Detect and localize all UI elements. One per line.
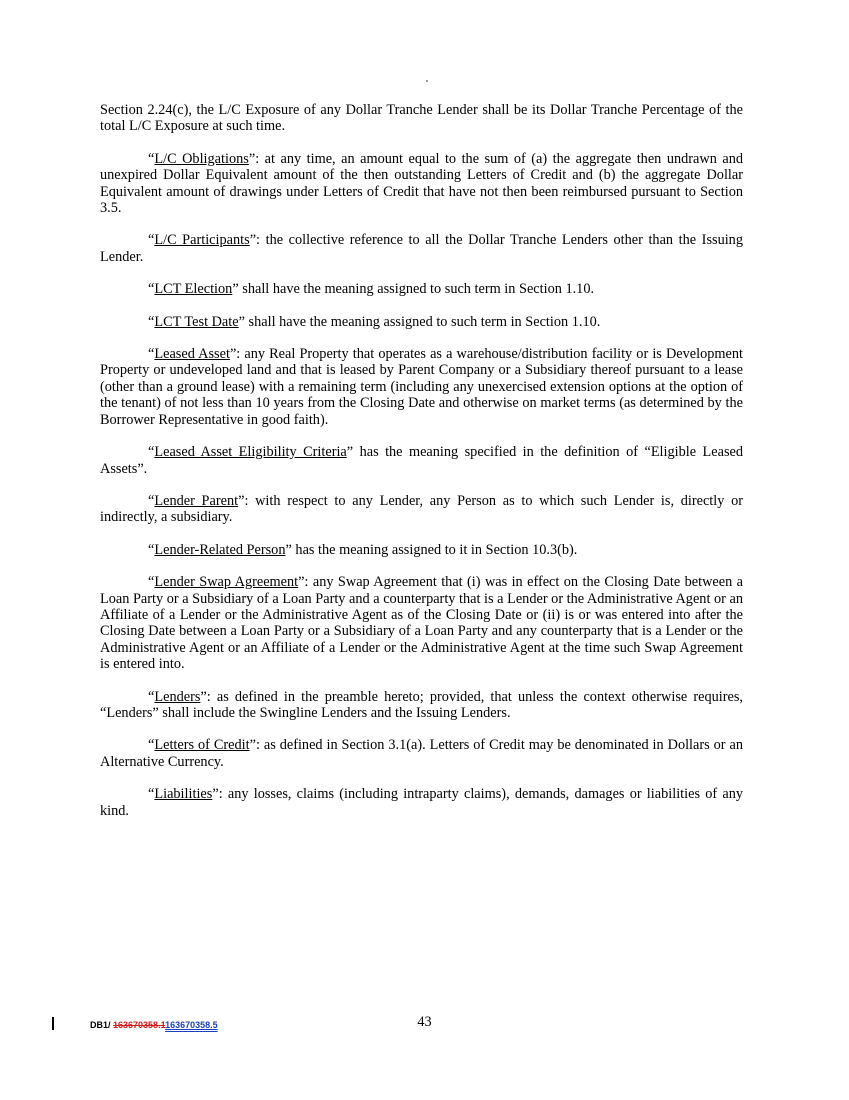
definition-text: : any losses, claims (including intraparty claims), demands, damages or liabilities of any kind. (100, 786, 743, 819)
defined-term: Lender-Related Person (154, 541, 286, 558)
defined-term: Leased Asset (154, 346, 230, 363)
definition-text: : with respect to any Lender, any Person as to which such Lender is, directly or indirectly, a subsidiary. (100, 492, 743, 526)
definition-paragraph: “Letters of Credit”: as defined in Section 3.1(a). Letters of Credit may be denominated in Dollars or an Alternative Currency. (100, 737, 743, 770)
page-number: 43 (417, 1014, 432, 1030)
definition-text: : at any time, an amount equal to the sum of (a) the aggregate then undrawn and unexpired Dollar Equivalent amount of the then outstanding Letters of Credit and (b) the aggregate Dollar Equivalent amount of drawings under Letters of Credit that have not then been reimbursed pursuant to Section 3.5. (100, 150, 743, 217)
definition-paragraph: “LCT Test Date” shall have the meaning assigned to such term in Section 1.10. (148, 313, 601, 330)
stray-mark (426, 80, 428, 82)
definition-paragraph: “Lender Parent”: with respect to any Lender, any Person as to which such Lender is, directly or indirectly, a subsidiary. (100, 492, 743, 526)
doc-id-prefix: DB1/ (90, 1020, 114, 1030)
definition-paragraph: “Leased Asset Eligibility Criteria” has the meaning specified in the definition of “Eligible Leased Assets”. (100, 444, 743, 477)
definition-paragraph (100, 102, 743, 135)
definition-paragraph: “L/C Participants”: the collective reference to all the Dollar Tranche Lenders other than the Issuing Lender. (100, 232, 743, 265)
definition-text: : as defined in Section 3.1(a). Letters of Credit may be denominated in Dollars or an Alternative Currency. (100, 737, 743, 770)
definition-text: has the meaning assigned to it in Section 10.3(b). (291, 541, 578, 558)
definition-text: : any Swap Agreement that (i) was in effect on the Closing Date between a Loan Party or a Subsidiary of a Loan Party and a counterparty that is a Lender or the Administrative Agent or an Affiliate of a Lender or the Administrative Agent as of the Closing Date or (ii) is or was entered into after the Closing Date between a Loan Party or a Subsidiary of a Loan Party and any counterparty that is a Lender or the Administrative Agent or an Affiliate of a Lender or the Administrative Agent at the time such Swap Agreement is entered into. (100, 574, 743, 673)
defined-term: L/C Participants (154, 232, 250, 249)
doc-id-inserted: 163670358.5 (165, 1020, 218, 1030)
defined-term: Lenders (154, 688, 201, 705)
document-body (100, 102, 743, 835)
definition-text: shall have the meaning assigned to such term in Section 1.10. (244, 313, 601, 330)
definition-paragraph: “L/C Obligations”: at any time, an amount equal to the sum of (a) the aggregate then undrawn and unexpired Dollar Equivalent amount of the then outstanding Letters of Credit and (b) the aggregate Dollar Equivalent amount of drawings under Letters of Credit that have not then been reimbursed pursuant to Section 3.5. (100, 150, 743, 217)
defined-term: LCT Test Date (154, 313, 239, 330)
definition-text: : any Real Property that operates as a warehouse/distribution facility or is Development Property or undeveloped land and that is leased by Parent Company or a Subsidiary thereof pursuant to a lease (other than a ground lease) with a remaining term (including any unexercised extension options at the option of the tenant) of not less than 10 years from the Closing Date and otherwise on market terms (as determined by the Borrower Representative in good faith). (100, 346, 743, 428)
defined-term: Letters of Credit (154, 737, 250, 754)
definition-text: shall have the meaning assigned to such term in Section 1.10. (238, 281, 595, 298)
definition-text: : as defined in the preamble hereto; provided, that unless the context otherwise requires, “Lenders” shall include the Swingline Lenders and the Issuing Lenders. (100, 688, 743, 721)
definition-paragraph: “Leased Asset”: any Real Property that operates as a warehouse/distribution facility or is Development Property or undeveloped land and that is leased by Parent Company or a Subsidiary thereof pursuant to a lease (other than a ground lease) with a remaining term (including any unexercised extension options at the option of the tenant) of not less than 10 years from the Closing Date and otherwise on market terms (as determined by the Borrower Representative in good faith). (100, 346, 743, 428)
definition-text: has the meaning specified in the definition of “Eligible Leased Assets”. (100, 444, 743, 477)
defined-term: LCT Election (154, 281, 233, 298)
defined-term: Leased Asset Eligibility Criteria (154, 444, 347, 461)
defined-term: Liabilities (154, 786, 213, 803)
definition-paragraph: “LCT Election” shall have the meaning assigned to such term in Section 1.10. (148, 281, 595, 298)
definition-paragraph: “Liabilities”: any losses, claims (including intraparty claims), demands, damages or liabilities of any kind. (100, 786, 743, 819)
definition-text: Section 2.24(c), the L/C Exposure of any Dollar Tranche Lender shall be its Dollar Tranche Percentage of the total L/C Exposure at such time. (100, 102, 743, 135)
doc-id-deleted: 163670358.1 (113, 1020, 166, 1030)
definition-paragraph: “Lender-Related Person” has the meaning assigned to it in Section 10.3(b). (148, 541, 578, 558)
defined-term: Lender Swap Agreement (154, 574, 299, 591)
definition-paragraph: “Lenders”: as defined in the preamble hereto; provided, that unless the context otherwise requires, “Lenders” shall include the Swingline Lenders and the Issuing Lenders. (100, 688, 743, 721)
definition-text: : the collective reference to all the Dollar Tranche Lenders other than the Issuing Lender. (100, 232, 743, 265)
definition-paragraph: “Lender Swap Agreement”: any Swap Agreement that (i) was in effect on the Closing Date between a Loan Party or a Subsidiary of a Loan Party and a counterparty that is a Lender or the Administrative Agent or an Affiliate of a Lender or the Administrative Agent as of the Closing Date or (ii) is or was entered into after the Closing Date between a Loan Party or a Subsidiary of a Loan Party and any counterparty that is a Lender or the Administrative Agent or an Affiliate of a Lender or the Administrative Agent at the time such Swap Agreement is entered into. (100, 574, 743, 673)
defined-term: L/C Obligations (154, 150, 249, 167)
defined-term: Lender Parent (154, 492, 239, 509)
